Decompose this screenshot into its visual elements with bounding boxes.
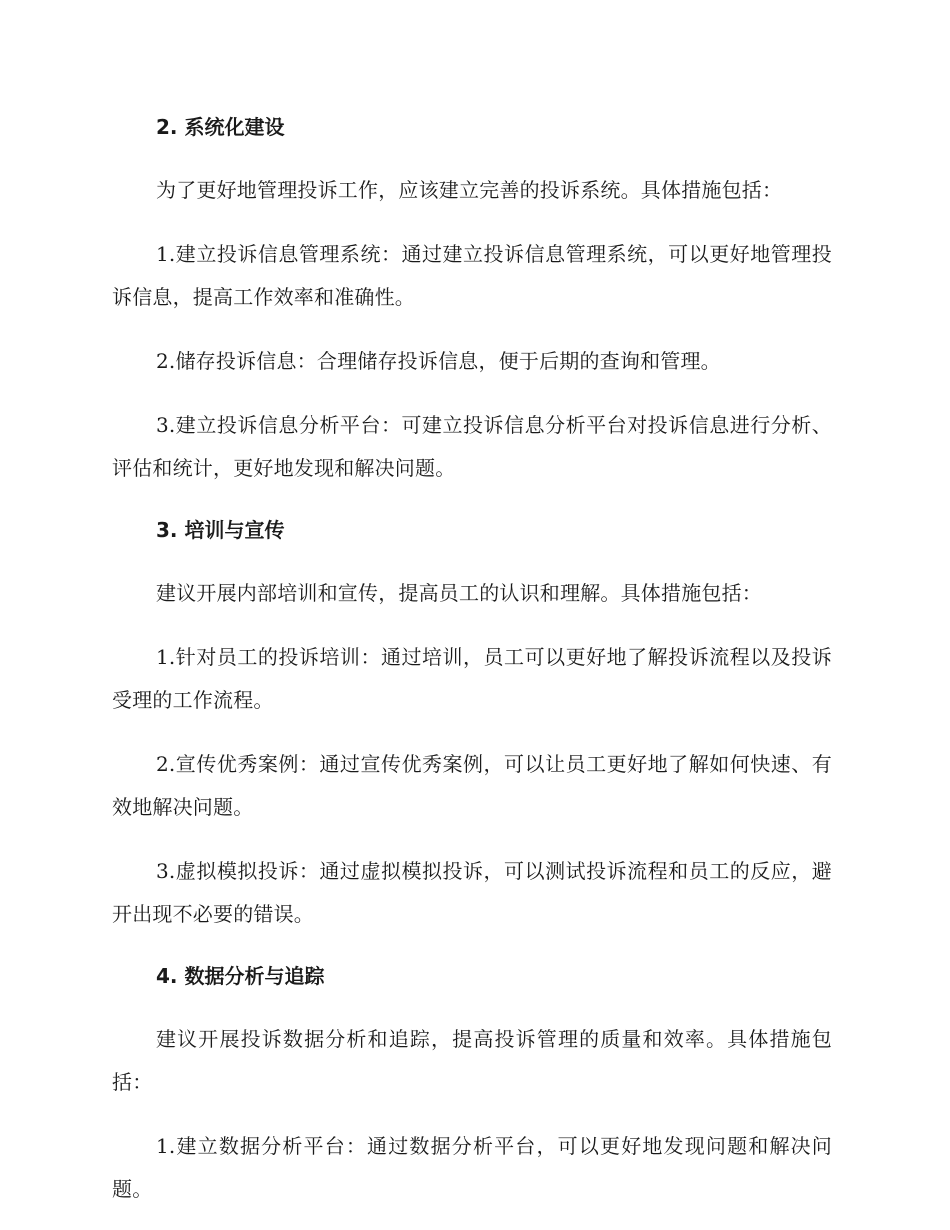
paragraph: 3.虚拟模拟投诉：通过虚拟模拟投诉，可以测试投诉流程和员工的反应，避开出现不必要的错误。	[112, 859, 832, 926]
section-heading: 4. 数据分析与追踪	[156, 964, 325, 988]
section-data-analysis	[112, 957, 832, 1211]
paragraph: 1.建立数据分析平台：通过数据分析平台，可以更好地发现问题和解决问题。	[112, 1134, 832, 1201]
paragraph: 1.建立投诉信息管理系统：通过建立投诉信息管理系统，可以更好地管理投诉信息，提高工作效率和准确性。	[112, 242, 832, 309]
section-system-building	[112, 108, 832, 490]
section-training-publicity	[112, 511, 832, 936]
section-heading: 2. 系统化建设	[156, 115, 285, 139]
paragraph: 3.建立投诉信息分析平台：可建立投诉信息分析平台对投诉信息进行分析、评估和统计，更好地发现和解决问题。	[112, 413, 832, 480]
paragraph: 为了更好地管理投诉工作，应该建立完善的投诉系统。具体措施包括：	[156, 178, 783, 202]
paragraph: 2.储存投诉信息：合理储存投诉信息，便于后期的查询和管理。	[156, 349, 721, 373]
section-heading: 3. 培训与宣传	[156, 518, 285, 542]
paragraph: 1.针对员工的投诉培训：通过培训，员工可以更好地了解投诉流程以及投诉受理的工作流程。	[112, 645, 832, 712]
paragraph: 建议开展内部培训和宣传，提高员工的认识和理解。具体措施包括：	[156, 581, 762, 605]
paragraph: 建议开展投诉数据分析和追踪，提高投诉管理的质量和效率。具体措施包括：	[112, 1027, 832, 1094]
paragraph: 2.宣传优秀案例：通过宣传优秀案例，可以让员工更好地了解如何快速、有效地解决问题。	[112, 752, 832, 819]
